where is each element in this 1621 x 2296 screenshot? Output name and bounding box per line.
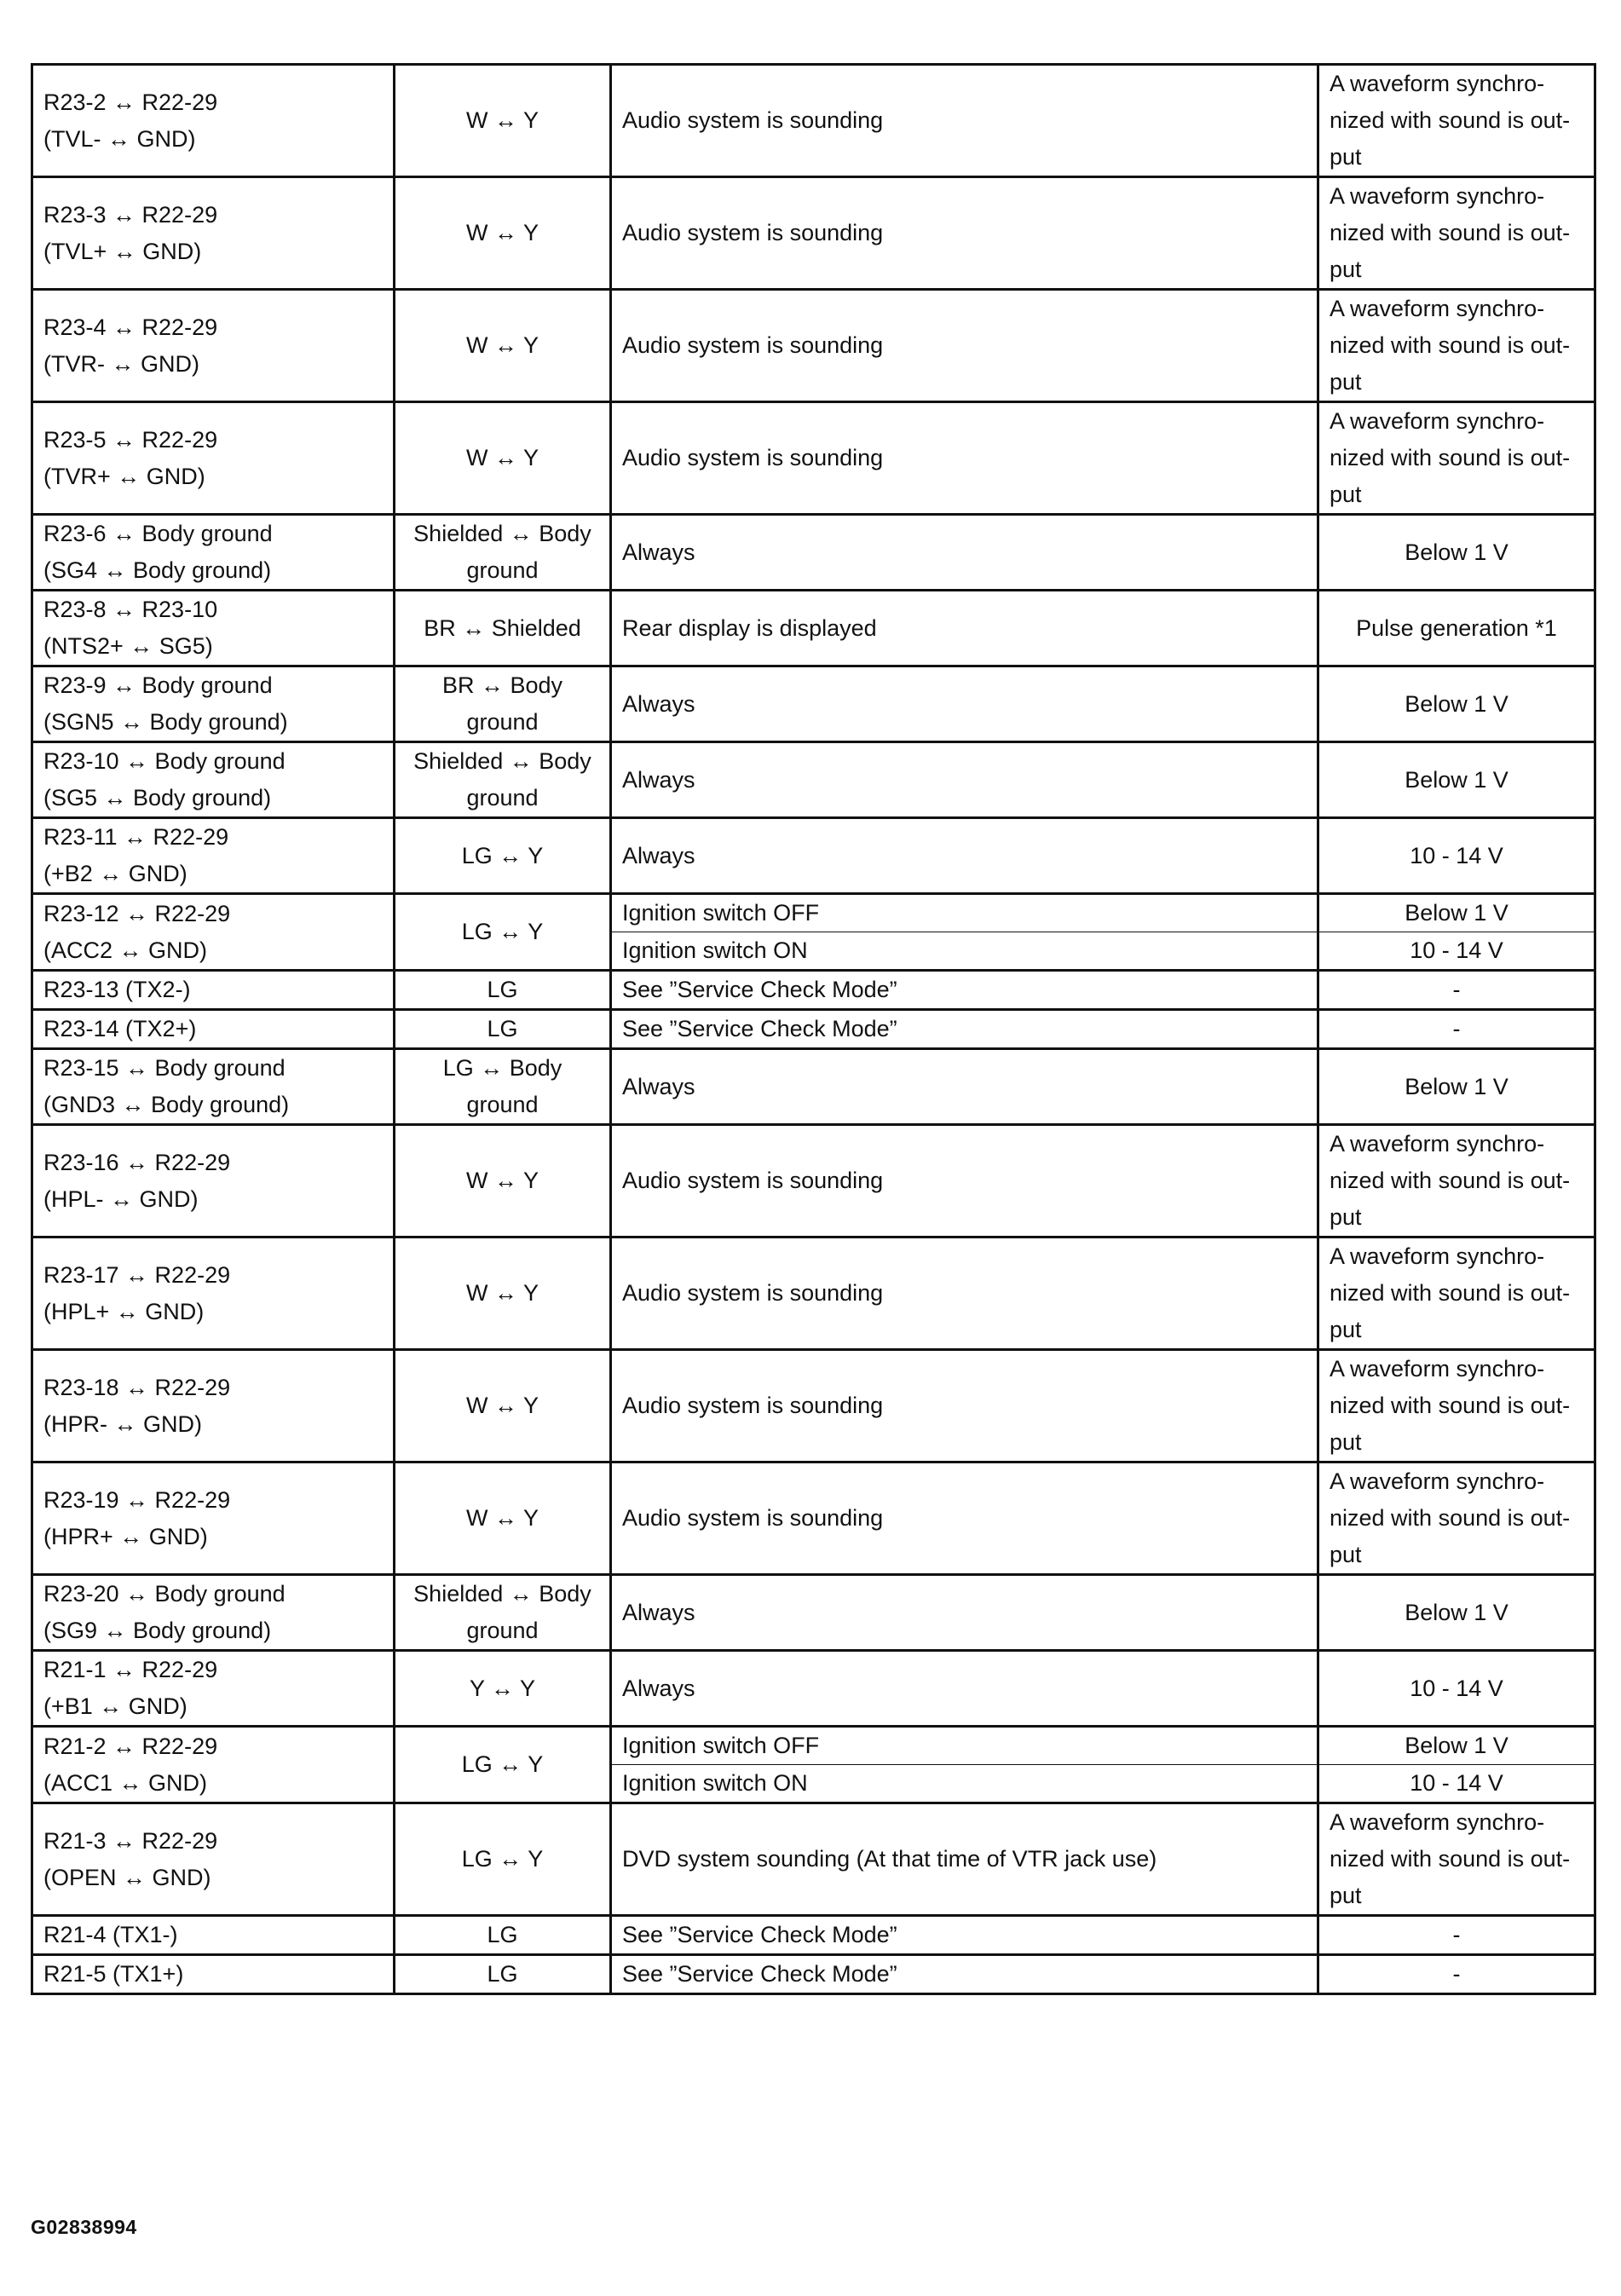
cell-line: (NTS2+ ↔ SG5) (43, 633, 213, 659)
cell-line: ground (466, 785, 539, 811)
wiring-color-cell (395, 1010, 611, 1049)
terminal-cell (32, 971, 395, 1010)
specified-condition-cell (1318, 1049, 1595, 1125)
table-row (32, 1803, 1595, 1916)
cell-line: Below 1 V (1405, 1599, 1509, 1625)
specified-condition-cell (1318, 1010, 1595, 1049)
condition-cell: See ”Service Check Mode” (611, 1010, 1318, 1049)
specified-condition-cell (1318, 894, 1595, 932)
table-row (32, 515, 1595, 591)
condition-cell: Audio system is sounding (611, 1125, 1318, 1237)
cell-line: put (1330, 257, 1362, 282)
wiring-color-cell (395, 894, 611, 971)
terminal-cell (32, 515, 395, 591)
cell-line: nized with sound is out- (1330, 1280, 1571, 1306)
cell-line: Shielded ↔ Body (413, 748, 591, 774)
cell-line: nized with sound is out- (1330, 107, 1571, 133)
cell-line: 10 - 14 V (1410, 1675, 1503, 1701)
condition-cell: Audio system is sounding (611, 1350, 1318, 1462)
specified-condition-cell (1318, 1916, 1595, 1955)
cell-line: - (1452, 977, 1461, 1002)
condition-cell: Ignition switch ON (611, 1765, 1318, 1803)
cell-line: A waveform synchro- (1330, 408, 1545, 434)
cell-line: (HPL+ ↔ GND) (43, 1298, 205, 1324)
table-row (32, 1916, 1595, 1955)
cell-line: W ↔ Y (465, 1393, 539, 1418)
cell-line: LG ↔ Y (461, 842, 544, 868)
specified-condition-cell (1318, 1575, 1595, 1651)
cell-line: Below 1 V (1405, 1073, 1509, 1099)
cell-line: R23-10 ↔ Body ground (43, 748, 286, 774)
cell-line: W ↔ Y (465, 1168, 539, 1193)
cell-line: R21-2 ↔ R22-29 (43, 1733, 218, 1759)
cell-line: (HPL- ↔ GND) (43, 1185, 199, 1212)
cell-line: W ↔ Y (465, 1280, 539, 1306)
condition-cell: Always (611, 1049, 1318, 1125)
cell-line: R23-17 ↔ R22-29 (43, 1261, 231, 1288)
terminal-cell (32, 818, 395, 894)
wiring-color-cell (395, 818, 611, 894)
cell-line: Below 1 V (1405, 539, 1509, 565)
cell-line: Below 1 V (1405, 900, 1509, 926)
cell-line: R23-15 ↔ Body ground (43, 1055, 286, 1081)
wiring-color-cell (395, 1727, 611, 1803)
table-row (32, 1125, 1595, 1237)
cell-line: Shielded ↔ Body (413, 521, 591, 546)
terminal-cell (32, 591, 395, 666)
cell-line: (SGN5 ↔ Body ground) (43, 709, 288, 735)
cell-line: R23-13 (TX2-) (43, 977, 191, 1002)
cell-line: W ↔ Y (465, 332, 539, 358)
specified-condition-cell (1318, 818, 1595, 894)
cell-line: (+B2 ↔ GND) (43, 861, 187, 886)
cell-line: W ↔ Y (465, 1505, 539, 1531)
cell-line: 10 - 14 V (1410, 842, 1503, 868)
cell-line: LG ↔ Y (461, 1751, 544, 1777)
cell-line: R21-4 (TX1-) (43, 1922, 178, 1947)
terminal-cell (32, 1651, 395, 1727)
table-row (32, 818, 1595, 894)
terminal-cell (32, 1462, 395, 1575)
cell-line: (TVL- ↔ GND) (43, 125, 196, 152)
wiring-color-cell (395, 515, 611, 591)
specified-condition-cell (1318, 1765, 1595, 1803)
cell-line: put (1330, 1542, 1362, 1567)
table-row (32, 402, 1595, 515)
table-row (32, 65, 1595, 177)
wiring-color-cell (395, 742, 611, 818)
cell-line: (ACC2 ↔ GND) (43, 937, 208, 963)
cell-line: LG ↔ Y (461, 919, 544, 944)
cell-line: R21-3 ↔ R22-29 (43, 1827, 218, 1854)
cell-line: LG ↔ Body (442, 1055, 562, 1081)
cell-line: put (1330, 144, 1362, 170)
terminal-cell (32, 1955, 395, 1994)
wiring-color-cell (395, 1049, 611, 1125)
wiring-color-cell (395, 1955, 611, 1994)
table-row (32, 1010, 1595, 1049)
table-row (32, 591, 1595, 666)
condition-cell: Audio system is sounding (611, 1237, 1318, 1350)
condition-cell: See ”Service Check Mode” (611, 1955, 1318, 1994)
cell-line: BR ↔ Body (441, 672, 563, 698)
cell-line: R23-16 ↔ R22-29 (43, 1149, 231, 1175)
figure-id: G02838994 (31, 2216, 137, 2238)
specified-condition-cell (1318, 290, 1595, 402)
condition-cell: Always (611, 666, 1318, 742)
cell-line: BR ↔ Shielded (424, 614, 581, 641)
cell-line: A waveform synchro- (1330, 296, 1545, 321)
cell-line: R23-6 ↔ Body ground (43, 521, 273, 546)
cell-line: (SG4 ↔ Body ground) (43, 557, 272, 583)
cell-line: Below 1 V (1405, 1733, 1509, 1758)
cell-line: (TVL+ ↔ GND) (43, 238, 202, 264)
specified-condition-cell (1318, 1237, 1595, 1350)
cell-line: A waveform synchro- (1330, 1468, 1545, 1494)
cell-line: put (1330, 1429, 1362, 1455)
table-row (32, 894, 1595, 932)
wiring-color-cell (395, 1125, 611, 1237)
wiring-color-cell (395, 591, 611, 666)
wiring-color-cell (395, 65, 611, 177)
table-row (32, 1727, 1595, 1765)
terminal-cell (32, 666, 395, 742)
terminal-cell (32, 742, 395, 818)
cell-line: R23-2 ↔ R22-29 (43, 89, 218, 115)
cell-line: A waveform synchro- (1330, 1131, 1545, 1157)
table-row (32, 1955, 1595, 1994)
table-row (32, 666, 1595, 742)
terminal-cell (32, 1575, 395, 1651)
wiring-color-cell (395, 290, 611, 402)
cell-line: (GND3 ↔ Body ground) (43, 1092, 290, 1117)
specified-condition-cell (1318, 515, 1595, 591)
cell-line: A waveform synchro- (1330, 1809, 1545, 1835)
condition-cell: Ignition switch OFF (611, 894, 1318, 932)
terminal-cell (32, 290, 395, 402)
cell-line: LG (487, 1961, 518, 1987)
cell-line: ground (466, 557, 539, 583)
cell-line: W ↔ Y (465, 445, 539, 470)
cell-line: W ↔ Y (465, 220, 539, 245)
cell-line: - (1452, 1961, 1461, 1987)
specified-condition-cell (1318, 65, 1595, 177)
specified-condition-cell (1318, 666, 1595, 742)
cell-line: put (1330, 1204, 1362, 1230)
table-row (32, 177, 1595, 290)
terminal-cell (32, 65, 395, 177)
cell-line: R21-1 ↔ R22-29 (43, 1657, 218, 1682)
table-row (32, 1049, 1595, 1125)
table-row (32, 971, 1595, 1010)
cell-line: (SG5 ↔ Body ground) (43, 785, 272, 811)
condition-cell: Always (611, 818, 1318, 894)
cell-line: Pulse generation *1 (1356, 614, 1557, 641)
condition-cell: Audio system is sounding (611, 290, 1318, 402)
terminal-cell (32, 1049, 395, 1125)
condition-cell: Always (611, 742, 1318, 818)
terminal-cell (32, 177, 395, 290)
cell-line: (TVR- ↔ GND) (43, 350, 199, 377)
specified-condition-cell (1318, 1350, 1595, 1462)
wiring-color-cell (395, 177, 611, 290)
condition-cell: Ignition switch ON (611, 932, 1318, 971)
wiring-color-cell (395, 1651, 611, 1727)
table-row (32, 742, 1595, 818)
terminal-cell (32, 1125, 395, 1237)
cell-line: A waveform synchro- (1330, 1356, 1545, 1382)
condition-cell: Rear display is displayed (611, 591, 1318, 666)
wiring-color-cell (395, 402, 611, 515)
cell-line: (OPEN ↔ GND) (43, 1864, 211, 1890)
cell-line: R23-11 ↔ R22-29 (43, 824, 229, 850)
cell-line: A waveform synchro- (1330, 183, 1545, 209)
terminal-cell (32, 402, 395, 515)
cell-line: put (1330, 482, 1362, 507)
cell-line: 10 - 14 V (1410, 1770, 1503, 1796)
specified-condition-cell (1318, 742, 1595, 818)
wiring-color-cell (395, 1803, 611, 1916)
cell-line: R23-8 ↔ R23-10 (43, 597, 218, 622)
cell-line: (+B1 ↔ GND) (43, 1693, 187, 1719)
table-row (32, 1575, 1595, 1651)
condition-cell: Audio system is sounding (611, 1462, 1318, 1575)
specified-condition-cell (1318, 1803, 1595, 1916)
cell-line: R23-20 ↔ Body ground (43, 1581, 286, 1607)
cell-line: nized with sound is out- (1330, 220, 1571, 245)
specified-condition-cell (1318, 1727, 1595, 1765)
terminal-cell (32, 1727, 395, 1803)
cell-line: (TVR+ ↔ GND) (43, 463, 205, 489)
cell-line: R23-12 ↔ R22-29 (43, 900, 231, 926)
condition-cell: Audio system is sounding (611, 177, 1318, 290)
condition-cell: Audio system is sounding (611, 402, 1318, 515)
terminal-cell (32, 1350, 395, 1462)
cell-line: nized with sound is out- (1330, 1846, 1571, 1872)
terminal-cell (32, 894, 395, 971)
table-row (32, 290, 1595, 402)
wiring-color-cell (395, 666, 611, 742)
cell-line: nized with sound is out- (1330, 445, 1571, 470)
cell-line: LG (487, 1016, 518, 1041)
cell-line: A waveform synchro- (1330, 1243, 1545, 1269)
wiring-color-cell (395, 1462, 611, 1575)
specified-condition-cell (1318, 1462, 1595, 1575)
terminal-voltage-table (31, 63, 1596, 1995)
cell-line: R23-9 ↔ Body ground (43, 672, 273, 698)
condition-cell: Always (611, 1575, 1318, 1651)
cell-line: R23-19 ↔ R22-29 (43, 1486, 231, 1513)
condition-cell: See ”Service Check Mode” (611, 971, 1318, 1010)
cell-line: LG ↔ Y (461, 1846, 544, 1872)
specified-condition-cell (1318, 1955, 1595, 1994)
cell-line: ground (466, 1092, 539, 1117)
wiring-color-cell (395, 1350, 611, 1462)
cell-line: put (1330, 1883, 1362, 1908)
cell-line: ground (466, 1618, 539, 1643)
cell-line: R23-14 (TX2+) (43, 1016, 197, 1041)
cell-line: A waveform synchro- (1330, 71, 1545, 96)
cell-line: Below 1 V (1405, 690, 1509, 717)
cell-line: - (1452, 1922, 1461, 1947)
condition-cell: Audio system is sounding (611, 65, 1318, 177)
cell-line: Y ↔ Y (469, 1675, 536, 1701)
cell-line: R23-3 ↔ R22-29 (43, 201, 218, 228)
wiring-color-cell (395, 1237, 611, 1350)
condition-cell: Always (611, 515, 1318, 591)
table-row (32, 1350, 1595, 1462)
cell-line: LG (487, 977, 518, 1002)
specified-condition-cell (1318, 1125, 1595, 1237)
cell-line: nized with sound is out- (1330, 1505, 1571, 1531)
terminal-cell (32, 1010, 395, 1049)
table-row (32, 1237, 1595, 1350)
cell-line: ground (466, 709, 539, 735)
table-row (32, 1651, 1595, 1727)
specified-condition-cell (1318, 591, 1595, 666)
table-row (32, 1462, 1595, 1575)
condition-cell: DVD system sounding (At that time of VTR jack use) (611, 1803, 1318, 1916)
cell-line: Shielded ↔ Body (413, 1581, 591, 1607)
specified-condition-cell (1318, 1651, 1595, 1727)
cell-line: put (1330, 369, 1362, 395)
condition-cell: Always (611, 1651, 1318, 1727)
terminal-cell (32, 1803, 395, 1916)
cell-line: nized with sound is out- (1330, 1168, 1571, 1193)
cell-line: 10 - 14 V (1410, 937, 1503, 963)
wiring-color-cell (395, 1575, 611, 1651)
wiring-color-cell (395, 1916, 611, 1955)
cell-line: nized with sound is out- (1330, 332, 1571, 358)
terminal-cell (32, 1237, 395, 1350)
cell-line: R21-5 (TX1+) (43, 1961, 184, 1987)
cell-line: (ACC1 ↔ GND) (43, 1769, 208, 1796)
condition-cell: Ignition switch OFF (611, 1727, 1318, 1765)
cell-line: Below 1 V (1405, 766, 1509, 793)
specified-condition-cell (1318, 402, 1595, 515)
specified-condition-cell (1318, 971, 1595, 1010)
cell-line: (SG9 ↔ Body ground) (43, 1618, 272, 1643)
wiring-color-cell (395, 971, 611, 1010)
cell-line: nized with sound is out- (1330, 1393, 1571, 1418)
specified-condition-cell (1318, 177, 1595, 290)
cell-line: - (1452, 1016, 1461, 1041)
cell-line: R23-18 ↔ R22-29 (43, 1374, 231, 1400)
cell-line: W ↔ Y (465, 107, 539, 133)
specified-condition-cell (1318, 932, 1595, 971)
cell-line: put (1330, 1317, 1362, 1342)
cell-line: LG (487, 1922, 518, 1947)
condition-cell: See ”Service Check Mode” (611, 1916, 1318, 1955)
cell-line: (HPR- ↔ GND) (43, 1410, 202, 1437)
terminal-cell (32, 1916, 395, 1955)
cell-line: R23-4 ↔ R22-29 (43, 314, 218, 340)
cell-line: R23-5 ↔ R22-29 (43, 426, 218, 453)
cell-line: (HPR+ ↔ GND) (43, 1523, 208, 1549)
